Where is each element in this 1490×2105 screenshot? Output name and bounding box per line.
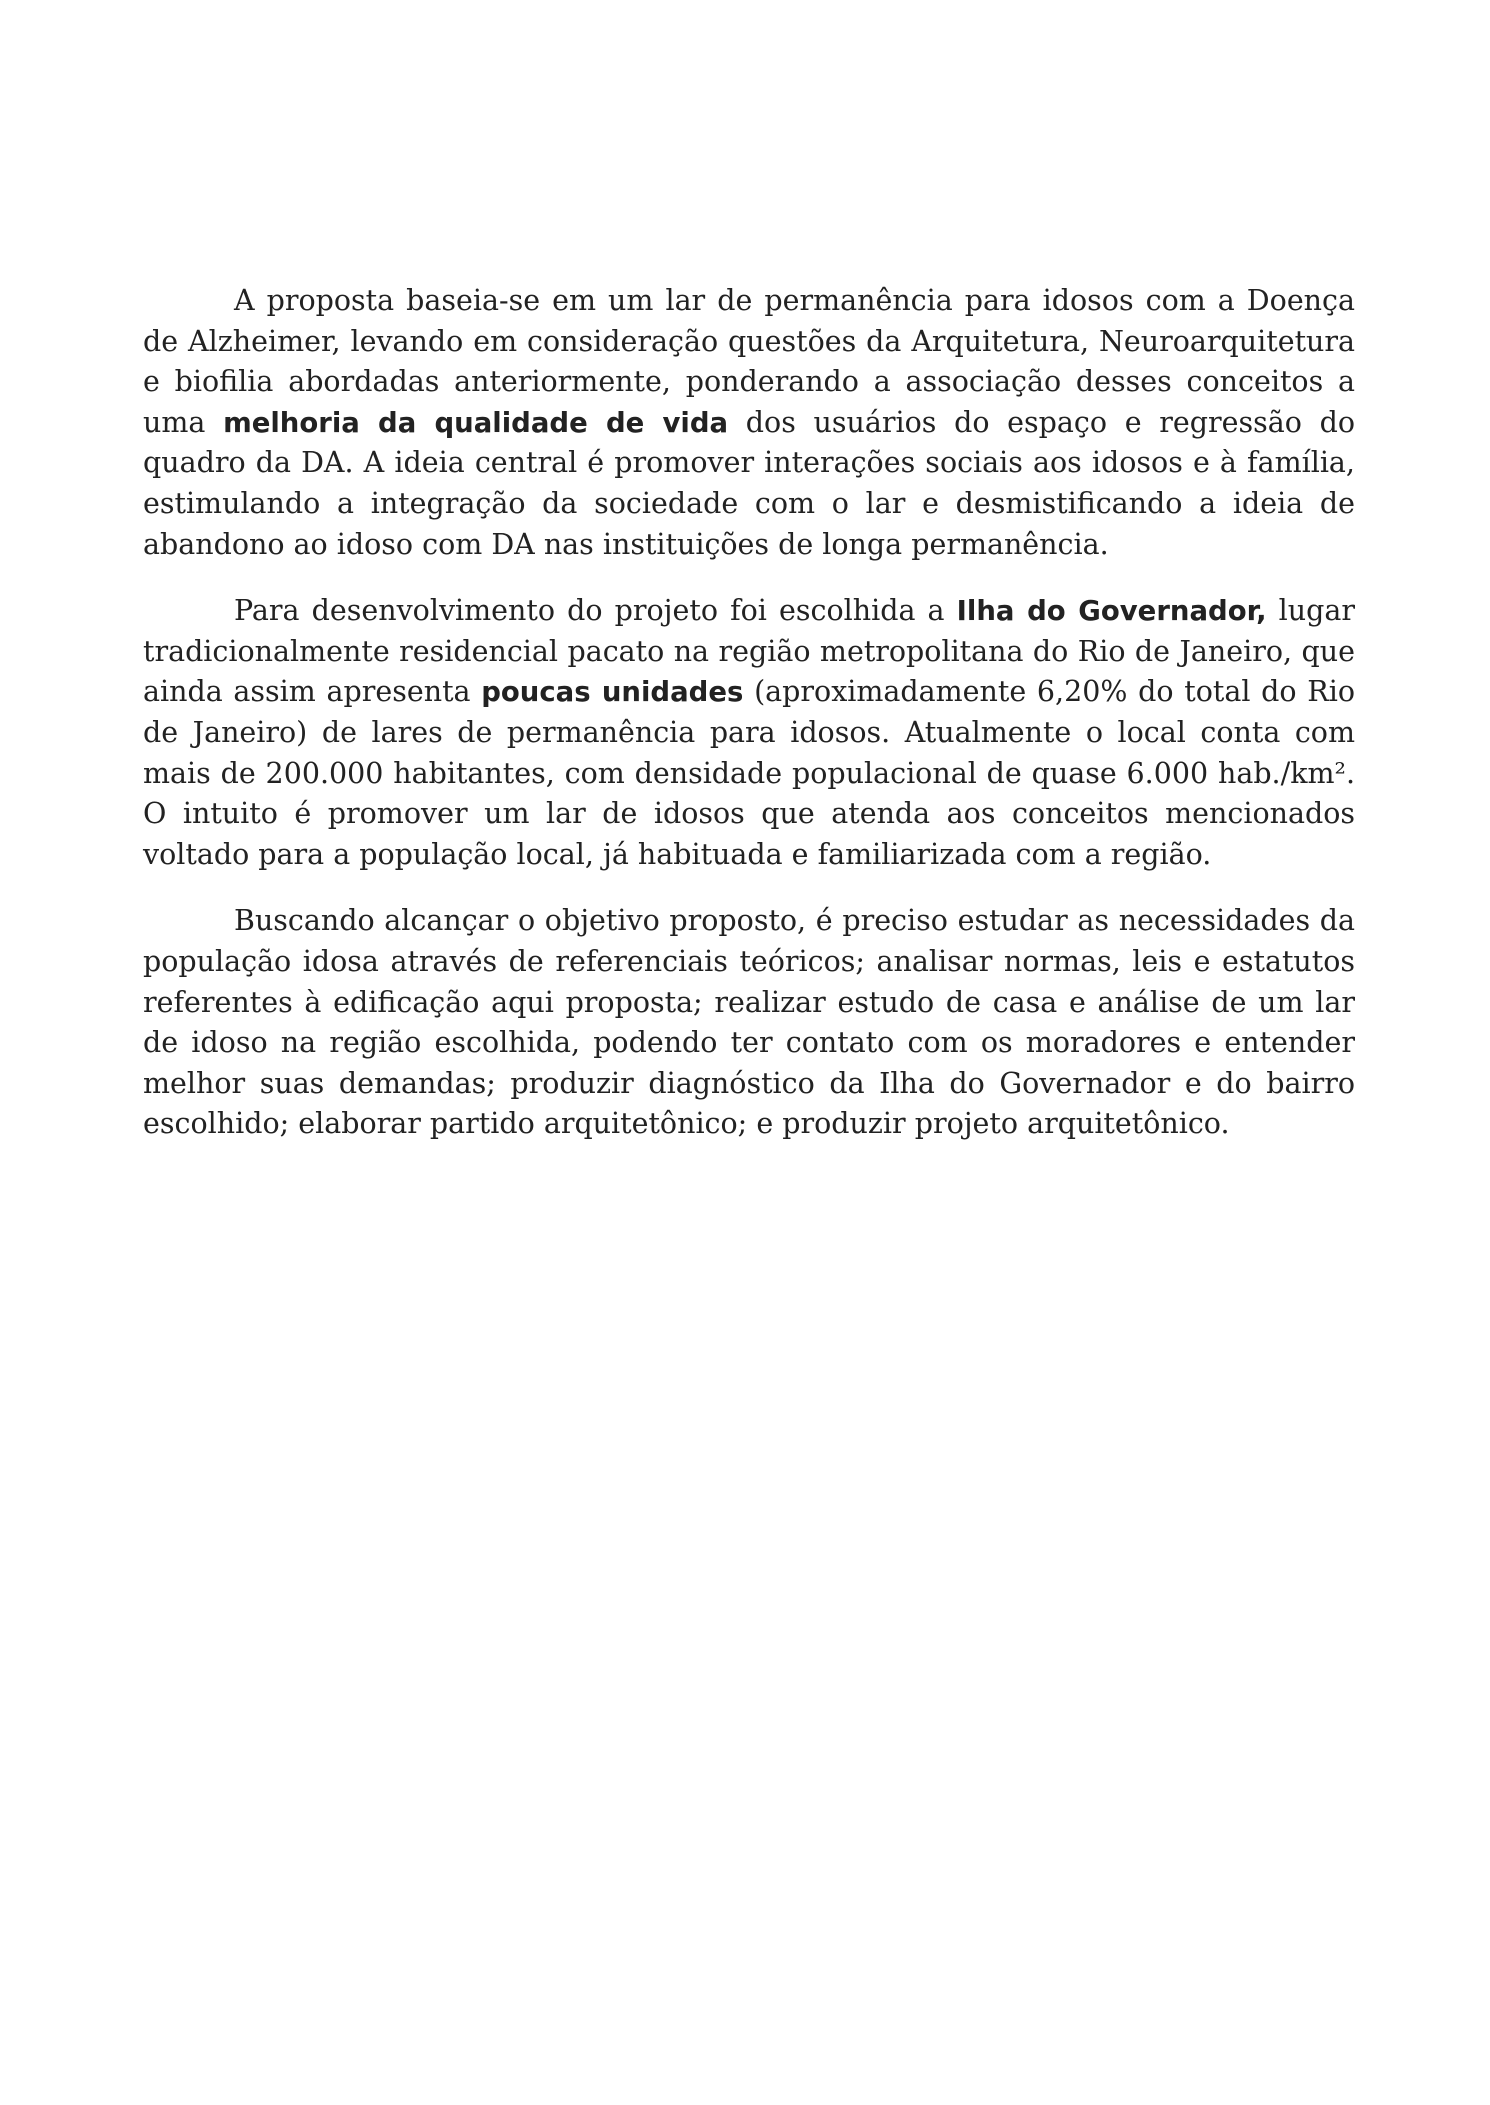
paragraph-text: dos usuários do espaço e regressão do quadro da DA. A ideia central é promover interações sociais aos idosos e à família, estimulando a integração da sociedade com o lar e desmistificando a ideia de abandono ao idoso com DA nas instituições de longa permanência. — [143, 405, 1356, 561]
paragraph-text: lugar tradicionalmente residencial pacato na região metropolitana do Rio de Janeiro, que ainda assim apresenta — [143, 594, 1355, 709]
paragraph-text: Buscando alcançar o objetivo proposto, é preciso estudar as necessidades da população idosa através de referenciais teóricos; analisar normas, leis e estatutos referentes à edificação aqui proposta; realizar estudo de casa e análise de um lar de idoso na região escolhida, podendo ter contato com os moradores e entender melhor suas demandas; produzir diagnóstico da Ilha do Governador e do bairro escolhido; elaborar partido arquitetônico; e produzir projeto arquitetônico. — [143, 904, 1355, 1141]
paragraph-text: (aproximadamente 6,20% do total do Rio de Janeiro) de lares de permanência para idosos. Atualmente o local conta com mais de 200.000 habitantes, com densidade populacional de quase 6.000 hab./km². O intuito é promover um lar de idosos que atenda aos conceitos mencionados voltado para a população local, já habituada e familiarizada com a região. — [143, 675, 1355, 871]
emphasis-ilha-do-governador: Ilha do Governador, — [956, 595, 1267, 628]
paragraph-text: A proposta baseia-se em um lar de permanência para idosos com a Doença de Alzheimer, levando em consideração questões da Arquitetura, Neuroarquitetura e biofilia abordadas anteriormente, ponderando a associação desses conceitos a uma — [143, 284, 1355, 439]
paragraph-objectives — [143, 901, 1355, 1145]
body-text — [143, 281, 1355, 1145]
emphasis-poucas-unidades: poucas unidades — [481, 676, 744, 709]
emphasis-quality-of-life: melhoria da qualidade de vida — [223, 406, 729, 439]
paragraph-proposal — [143, 281, 1355, 565]
paragraph-site — [143, 591, 1355, 875]
paragraph-text: Para desenvolvimento do projeto foi escolhida a — [234, 594, 957, 628]
